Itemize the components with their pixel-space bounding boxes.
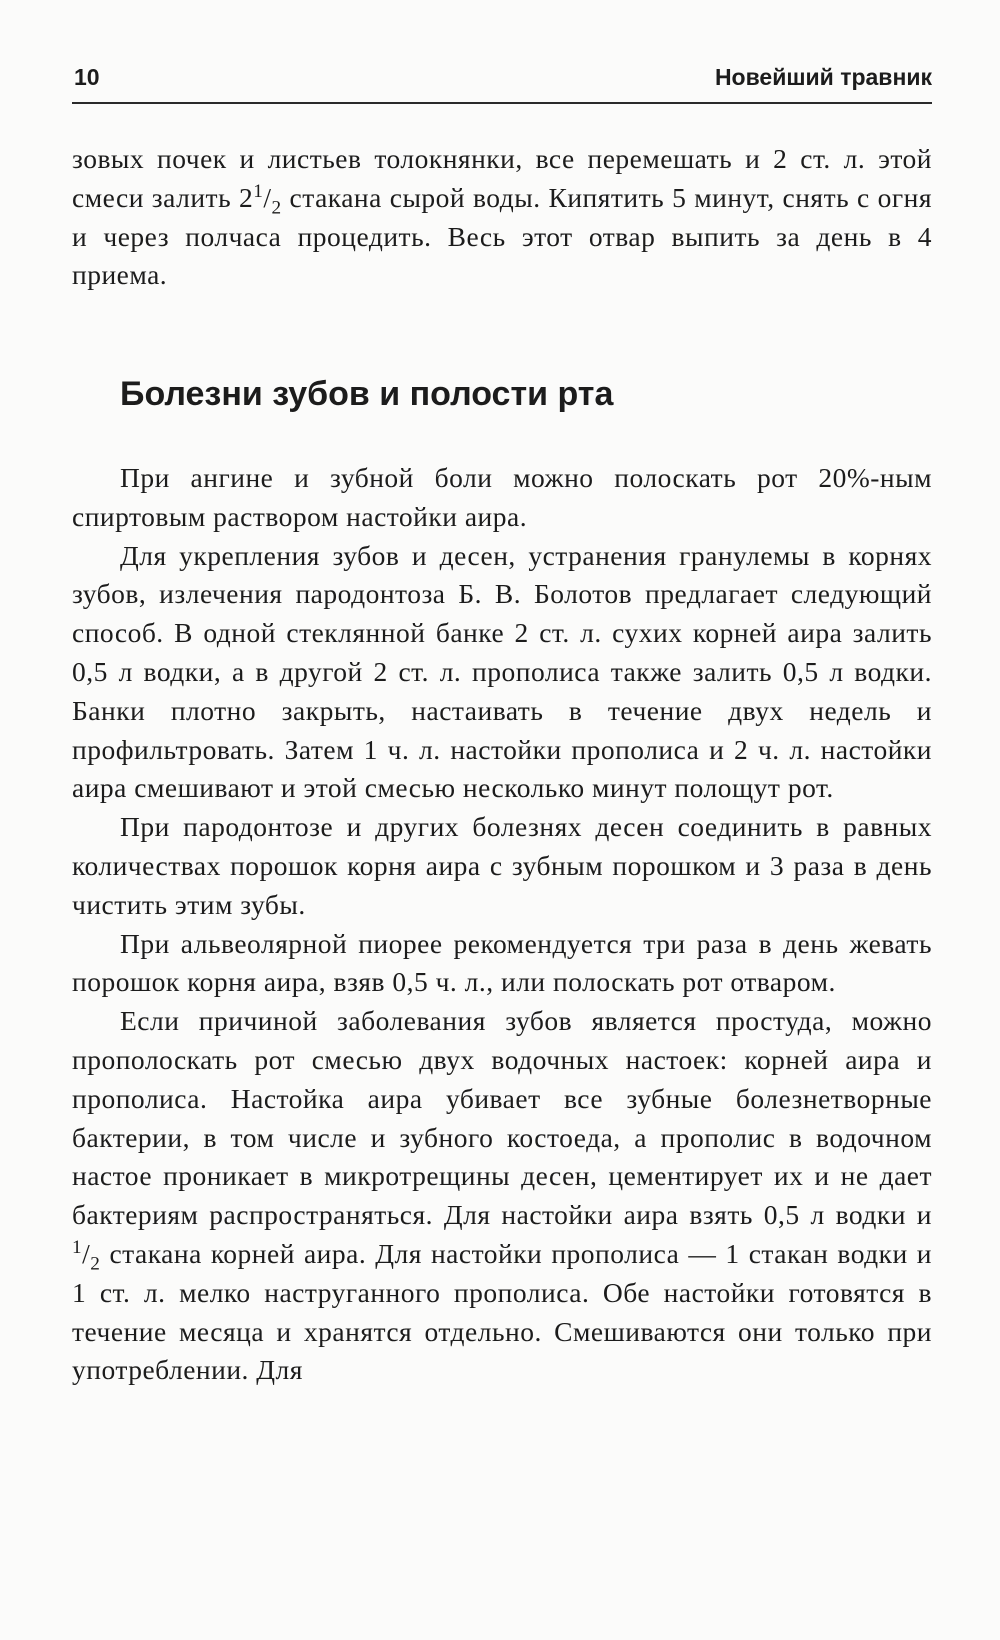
intro-text-start: зовых почек и листьев толокнянки, все перемешать и 2 ст. л. этой смеси залить 2 [72, 143, 932, 213]
paragraph-angina: При ангине и зубной боли можно полоскать рот 20%-ным спиртовым раствором настойки аира. [72, 462, 932, 532]
page-number: 10 [74, 64, 100, 90]
fraction-numerator: 1 [72, 1236, 83, 1258]
section-heading: Болезни зубов и полости рта [120, 375, 614, 413]
paragraph-pyorrhea: При альвеолярной пиорее рекомендуется три раза в день жевать порошок корня аира, взяв 0,5 ч. л., или полоскать рот отваром. [72, 927, 932, 998]
page-header [72, 58, 932, 104]
paragraph-bolotov-method: Для укрепления зубов и десен, устранения гранулемы в корнях зубов, излечения пародонтоза Б. В. Болотов предлагает следующий способ. В одной стеклянной банке 2 ст. л. сухих корней аира залить 0,5 л водки, а в другой 2 ст. л. прополиса также залить 0,5 л водки. Банки плотно закрыть, настаивать в течение двух недель и профильтровать. Затем 1 ч. л. настойки прополиса и 2 ч. л. настойки аира смешивают и этой смесью несколько минут полощут рот. [72, 539, 932, 804]
fraction-denominator: 2 [271, 197, 282, 219]
fraction-numerator: 1 [253, 180, 264, 202]
fraction-slash: / [82, 1237, 91, 1269]
running-title: Новейший травник [714, 64, 932, 90]
paragraph-cold-text-end: стакана корней аира. Для настойки прополиса — 1 стакан водки и 1 ст. л. мелко наструганного прополиса. Обе настойки готовятся в течение месяца и хранятся отдельно. Смешиваются они только при употреблении. Для [72, 1237, 932, 1386]
page-content [72, 0, 932, 1640]
intro-paragraph [72, 140, 932, 295]
intro-text [72, 140, 932, 295]
paragraph-cold-text-start: Если причиной заболевания зубов является простуда, можно прополоскать рот смесью двух водочных настоек: корней аира и прополиса. Настойка аира убивает все зубные болезнетворные бактерии, в том числе и зубного костоеда, а прополис в водочном настое проникает в микротрещины десен, цементирует их и не дает бактериям распространяться. Для настойки аира взять 0,5 л водки и [72, 1005, 932, 1231]
section-body [72, 459, 932, 1390]
fraction-slash: / [263, 181, 272, 213]
paragraph-cold-remedy [72, 1002, 932, 1390]
intro-text-end: стакана сырой воды. Кипятить 5 минут, снять с огня и через полчаса процедить. Весь этот отвар выпить за день в 4 приема. [72, 181, 932, 291]
paragraph-parodontosis: При пародонтозе и других болезнях десен соединить в равных количествах порошок корня аира с зубным порошком и 3 раза в день чистить этим зубы. [72, 811, 932, 920]
fraction-denominator: 2 [90, 1253, 101, 1275]
